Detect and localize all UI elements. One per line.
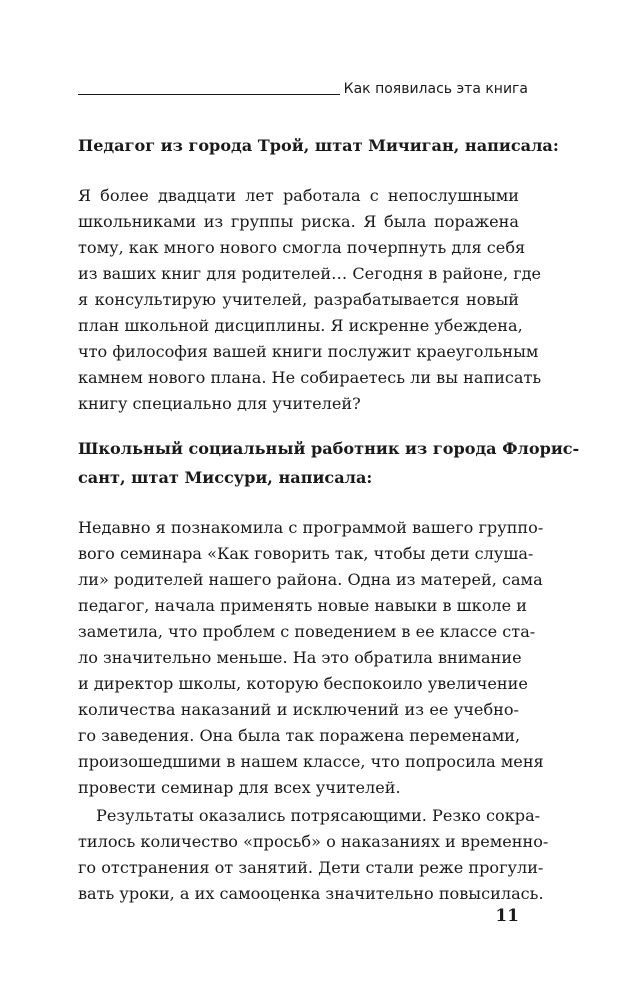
text-line: ло значительно меньше. На это обратила внимание (78, 648, 522, 667)
running-head-title: Как появилась эта книга (343, 81, 528, 97)
section2-paragraph-1 (78, 515, 544, 801)
section2-heading-line: сант, штат Миссури, написала: (78, 468, 373, 487)
text-line: тому, как много нового смогла почерпнуть для себя (78, 238, 526, 257)
text-line: Результаты оказались потрясающими. Резко сокра- (96, 806, 541, 825)
text-line: из ваших книг для родителей… Сегодня в районе, где (78, 264, 542, 283)
section1-heading (78, 131, 559, 160)
text-line: провести семинар для всех учителей. (78, 778, 401, 797)
text-line: произошедшими в нашем классе, что попросила меня (78, 752, 544, 771)
text-line: ли» родителей нашего района. Одна из матерей, сама (78, 570, 543, 589)
text-line: школьниками из группы риска. Я была поражена (78, 212, 519, 231)
text-line: план школьной дисциплины. Я искренне убеждена, (78, 316, 523, 335)
section1-heading-text: Педагог из города Трой, штат Мичиган, написала: (78, 136, 559, 155)
text-line: заметила, что проблем с поведением в ее классе ста- (78, 622, 536, 641)
text-line: го отстранения от занятий. Дети стали реже прогули- (78, 858, 544, 877)
text-line: я консультирую учителей, разрабатывается новый (78, 290, 519, 309)
text-line: книгу специально для учителей? (78, 394, 361, 413)
section2-heading (78, 434, 580, 492)
text-line: что философия вашей книги послужит краеугольным (78, 342, 539, 361)
header-rule (78, 94, 340, 95)
text-line: тилось количество «просьб» о наказаниях и временно- (78, 832, 549, 851)
text-line: Я более двадцати лет работала с непослушными (78, 186, 519, 205)
text-line: Недавно я познакомила с программой вашего группо- (78, 518, 544, 537)
section2-heading-line: Школьный социальный работник из города Флорис- (78, 439, 580, 458)
page-number: 11 (495, 906, 519, 926)
text-line: количества наказаний и исключений из ее учебно- (78, 700, 519, 719)
running-head (78, 78, 528, 100)
text-line: вого семинара «Как говорить так, чтобы дети слуша- (78, 544, 534, 563)
text-line: камнем нового плана. Не собираетесь ли вы написать (78, 368, 542, 387)
section1-paragraph (78, 183, 542, 417)
text-line: го заведения. Она была так поражена переменами, (78, 726, 521, 745)
text-line: и директор школы, которую беспокоило увеличение (78, 674, 528, 693)
text-line: педагог, начала применять новые навыки в школе и (78, 596, 527, 615)
text-line: вать уроки, а их самооценка значительно повысилась. (78, 884, 544, 903)
section2-paragraph-2 (78, 803, 549, 907)
